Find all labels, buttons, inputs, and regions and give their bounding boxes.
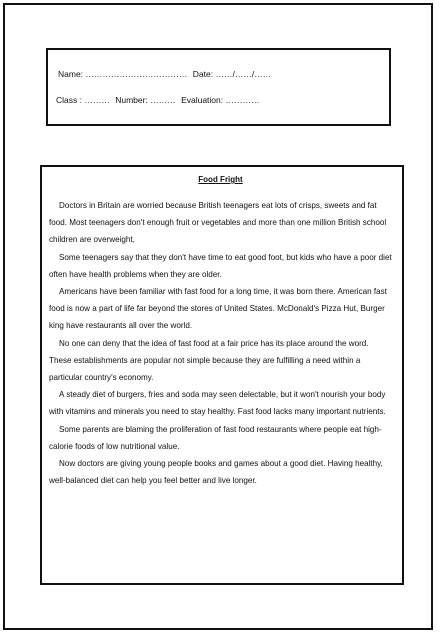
paragraph: Doctors in Britain are worried because British teenagers eat lots of crisps, sweets and fat food. Most teenagers don't enough fruit or vegetables and more than one million British school children are overweight,	[49, 201, 387, 245]
paragraph: Now doctors are giving young people books and games about a good diet. Having healthy, well-balanced diet can help you feel better and live longer.	[49, 459, 383, 486]
paragraph: No one can deny that the idea of fast food at a fair price has its place around the word. These establishments are popular not simple because they are fulfilling a need within a particular country's economy.	[49, 338, 369, 383]
paragraph: A steady diet of burgers, fries and soda may seen delectable, but it won't nourish your body with vitamins and minerals you need to stay healthy. Fast food lacks many important nutrients.	[49, 390, 386, 417]
class-field: Class : ………	[56, 95, 110, 105]
evaluation-field: Evaluation: …………	[181, 95, 260, 105]
paragraph: Americans have been familiar with fast food for a long time, it was born there. American fast food is now a part of life far beyond the stores of United States. McDonald's Pizza Hut, Burger king have restaurants all over the world.	[49, 287, 387, 331]
header-line-1	[58, 69, 274, 79]
worksheet-page	[3, 3, 433, 630]
header-line-2	[56, 95, 262, 105]
reading-text-box	[40, 165, 404, 585]
name-field: Name: ………………………………	[58, 69, 188, 79]
date-field: Date: ……/……/……	[192, 69, 272, 79]
article-title: Food Fright	[198, 175, 243, 184]
student-info-box	[46, 48, 391, 126]
number-field: Number: ………	[115, 95, 176, 105]
paragraph: Some parents are blaming the proliferation of fast food restaurants where people eat high-calorie foods of low nutritional value.	[49, 424, 382, 451]
paragraph: Some teenagers say that they don't have time to eat good foot, but kids who have a poor diet often have health problems when they are older.	[49, 252, 392, 279]
